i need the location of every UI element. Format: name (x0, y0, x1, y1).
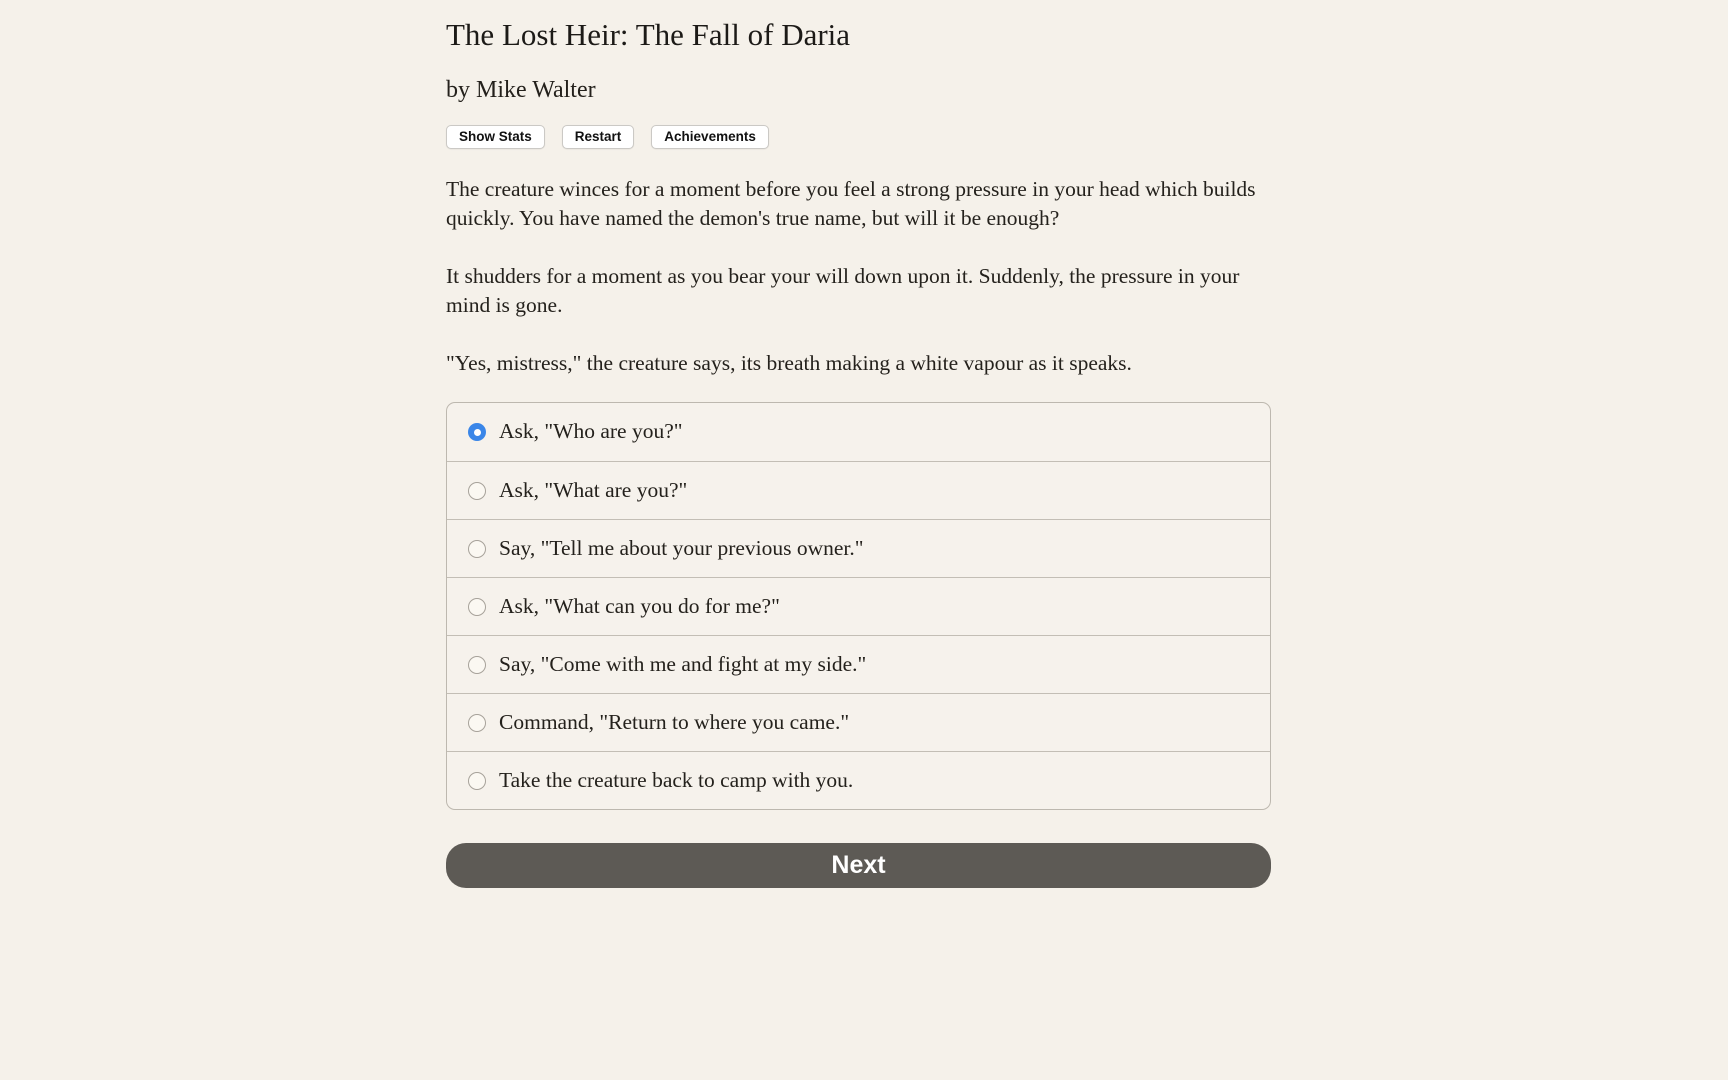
radio-icon[interactable] (468, 714, 486, 732)
page-title: The Lost Heir: The Fall of Daria (446, 17, 851, 52)
radio-icon[interactable] (468, 772, 486, 790)
achievements-button[interactable]: Achievements (651, 125, 769, 149)
choice-option-what-can-you-do[interactable] (447, 577, 1270, 635)
choice-label: Take the creature back to camp with you. (499, 767, 854, 792)
choice-option-return-where-you-came[interactable] (447, 693, 1270, 751)
choice-option-what-are-you[interactable] (447, 461, 1270, 519)
story-paragraph: The creature winces for a moment before you feel a strong pressure in your head which builds quickly. You have named the demon's true name, but will it be enough? (446, 177, 1256, 231)
choice-option-previous-owner[interactable] (447, 519, 1270, 577)
radio-icon[interactable] (468, 598, 486, 616)
story-text (446, 175, 1271, 378)
story-page (446, 0, 1271, 888)
restart-button[interactable]: Restart (562, 125, 635, 149)
choice-option-take-back-to-camp[interactable] (447, 751, 1270, 809)
choice-label: Say, "Come with me and fight at my side." (499, 651, 867, 676)
choice-label: Ask, "Who are you?" (499, 419, 683, 444)
choice-label: Ask, "What are you?" (499, 477, 688, 502)
choice-list (446, 402, 1271, 810)
next-button[interactable]: Next (446, 843, 1271, 888)
author-byline: by Mike Walter (446, 77, 596, 104)
story-paragraph: "Yes, mistress," the creature says, its breath making a white vapour as it speaks. (446, 351, 1132, 376)
story-paragraph: It shudders for a moment as you bear your will down upon it. Suddenly, the pressure in your mind is gone. (446, 264, 1240, 318)
radio-icon[interactable] (468, 540, 486, 558)
radio-icon[interactable] (468, 656, 486, 674)
choice-option-who-are-you[interactable] (447, 403, 1270, 461)
choice-option-fight-at-my-side[interactable] (447, 635, 1270, 693)
choice-label: Ask, "What can you do for me?" (499, 593, 780, 618)
show-stats-button[interactable]: Show Stats (446, 125, 545, 149)
toolbar (446, 125, 1271, 149)
choice-label: Say, "Tell me about your previous owner." (499, 535, 864, 560)
radio-icon[interactable] (468, 482, 486, 500)
choice-label: Command, "Return to where you came." (499, 709, 850, 734)
radio-selected-icon[interactable] (468, 423, 486, 441)
